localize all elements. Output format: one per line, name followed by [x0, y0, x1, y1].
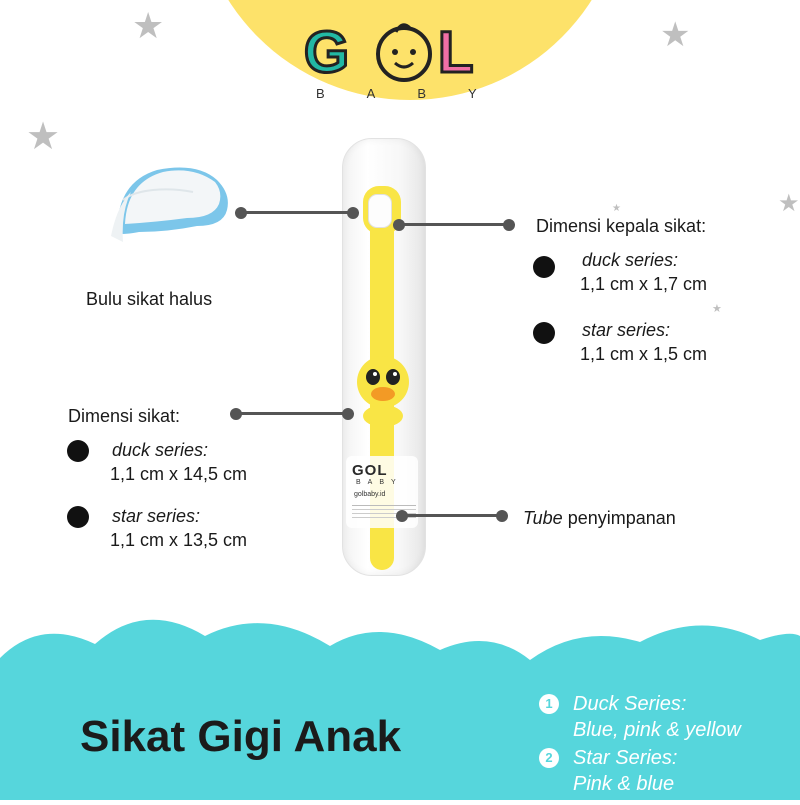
- connector-dot: [496, 510, 508, 522]
- tube-label-subtitle: BABY: [356, 479, 403, 486]
- brush-size-star: 1,1 cm x 13,5 cm: [110, 530, 248, 550]
- brush-dimension-title: Dimensi sikat:: [68, 406, 181, 426]
- tube-label-logo: GOL: [352, 462, 388, 479]
- connector-dot: [503, 219, 515, 231]
- connector-dot: [347, 207, 359, 219]
- brand-logo-subtitle: BABY: [316, 86, 519, 101]
- head-dimension-title: Dimensi kepala sikat:: [536, 216, 707, 236]
- variant-number-1: 1: [539, 694, 559, 714]
- variant-name-1: Duck Series:: [573, 693, 687, 715]
- bullet-icon: [533, 256, 555, 278]
- bristle-closeup-image: [103, 160, 243, 260]
- brush-series-duck: duck series:: [112, 440, 209, 460]
- tube-caption-italic: Tube: [523, 508, 563, 528]
- bullet-icon: [67, 506, 89, 528]
- connector-line: [236, 412, 348, 415]
- toothbrush-bristles: [368, 194, 392, 228]
- variant-colors-1: Blue, pink & yellow: [573, 719, 741, 741]
- duck-figure: [348, 350, 418, 428]
- brush-series-star: star series:: [112, 506, 201, 526]
- connector-line: [402, 514, 502, 517]
- tube-caption: [523, 506, 676, 530]
- variant-number-2: 2: [539, 748, 559, 768]
- star-icon: ★: [778, 190, 800, 217]
- connector-dot: [342, 408, 354, 420]
- connector-line: [399, 223, 509, 226]
- head-series-duck: duck series:: [582, 250, 679, 270]
- bullet-icon: [533, 322, 555, 344]
- connector-line: [241, 211, 353, 214]
- star-icon: ★: [660, 16, 691, 54]
- brush-size-duck: 1,1 cm x 14,5 cm: [110, 464, 248, 484]
- tube-label-url: golbaby.id: [354, 491, 386, 498]
- svg-text:G: G: [304, 20, 350, 85]
- page-title: Sikat Gigi Anak: [80, 712, 402, 761]
- head-size-star: 1,1 cm x 1,5 cm: [580, 344, 708, 364]
- star-icon: ★: [712, 303, 722, 315]
- tube-caption-rest: penyimpanan: [562, 508, 676, 528]
- bristles-caption: Bulu sikat halus: [86, 289, 213, 309]
- svg-text:L: L: [438, 20, 474, 85]
- head-series-star: star series:: [582, 320, 671, 340]
- variant-colors-2: Pink & blue: [573, 773, 675, 795]
- bullet-icon: [67, 440, 89, 462]
- star-icon: ★: [132, 5, 165, 46]
- star-icon: ★: [26, 116, 61, 158]
- star-icon: ★: [612, 203, 621, 214]
- head-size-duck: 1,1 cm x 1,7 cm: [580, 274, 708, 294]
- variant-name-2: Star Series:: [573, 747, 678, 769]
